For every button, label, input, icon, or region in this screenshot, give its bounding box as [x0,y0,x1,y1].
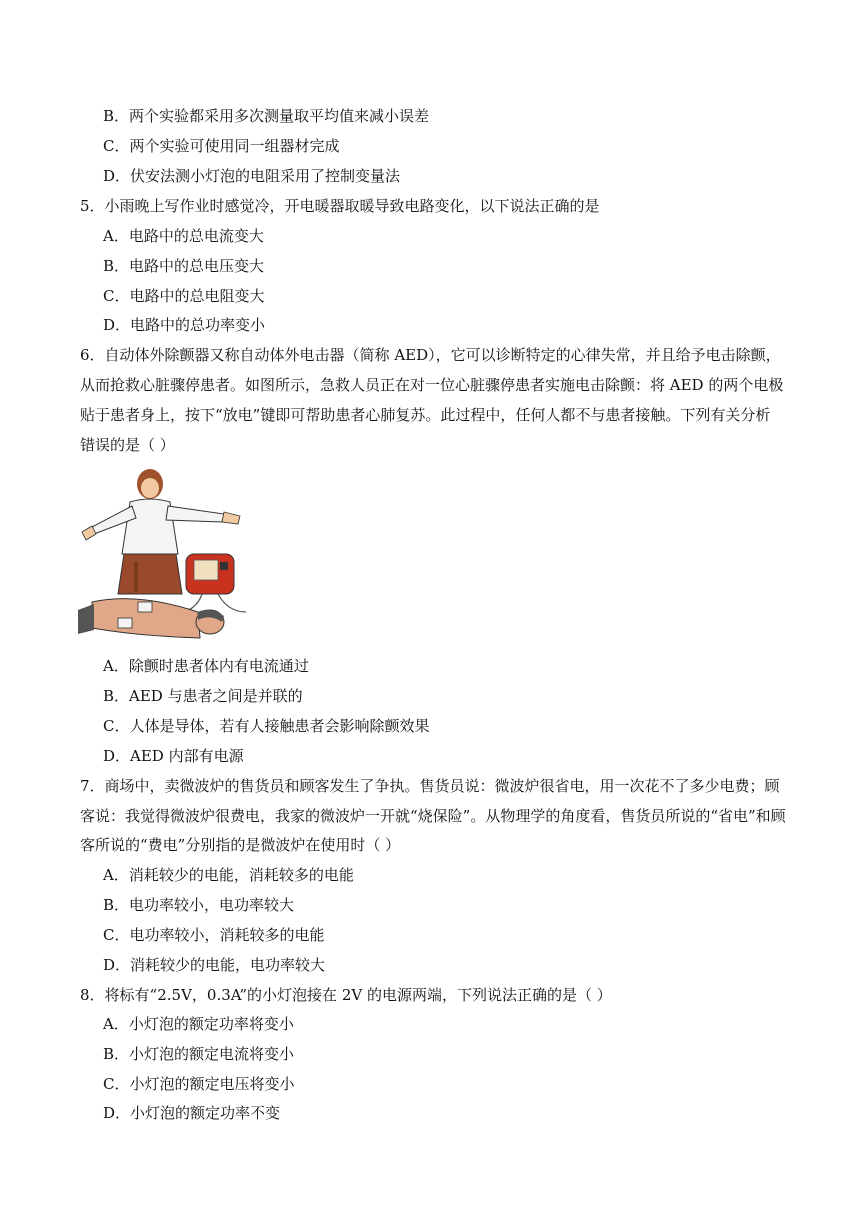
q7-stem-line-2: 客说：我觉得微波炉很费电，我家的微波炉一开就“烧保险”。从物理学的角度看，售货员所说的“省电”和顾 [80,807,786,825]
q4-option-c: C．两个实验可使用同一组器材完成 [103,137,340,155]
q8-stem: 8．将标有“2.5V，0.3A”的小灯泡接在 2V 的电源两端，下列说法正确的是（ ） [80,986,612,1004]
q5-option-c: C．电路中的总电阻变大 [103,287,265,305]
q6-option-a: A．除颤时患者体内有电流通过 [103,657,309,675]
q8-option-a: A．小灯泡的额定功率将变小 [103,1015,294,1033]
q7-stem-line-3: 客所说的“费电”分别指的是微波炉在使用时（ ） [80,836,401,854]
aed-illustration [78,462,258,648]
q7-option-b: B．电功率较小，电功率较大 [103,896,295,914]
q8-option-c: C．小灯泡的额定电压将变小 [103,1075,295,1093]
q6-option-c: C．人体是导体，若有人接触患者会影响除颤效果 [103,717,430,735]
q4-option-d: D．伏安法测小灯泡的电阻采用了控制变量法 [103,167,401,185]
q5-option-d: D．电路中的总功率变小 [103,316,266,334]
q5-stem: 5．小雨晚上写作业时感觉冷，开电暖器取暖导致电路变化，以下说法正确的是 [80,197,600,215]
q6-option-d: D．AED 内部有电源 [103,747,244,765]
q8-option-d: D．小灯泡的额定功率不变 [103,1104,281,1122]
q6-stem-line-1: 6．自动体外除颤器又称自动体外电击器（简称 AED），它可以诊断特定的心律失常，并且给予电击除颤， [80,346,781,364]
q6-stem-line-4: 错误的是（ ） [80,436,175,454]
q7-option-a: A．消耗较少的电能，消耗较多的电能 [103,866,354,884]
q7-option-c: C．电功率较小，消耗较多的电能 [103,926,325,944]
q7-stem-line-1: 7．商场中，卖微波炉的售货员和顾客发生了争执。售货员说：微波炉很省电，用一次花不了多少电费；顾 [80,777,780,795]
q4-option-b: B．两个实验都采用多次测量取平均值来减小误差 [103,107,430,125]
q5-option-b: B．电路中的总电压变大 [103,257,265,275]
q8-option-b: B．小灯泡的额定电流将变小 [103,1045,295,1063]
q7-option-d: D．消耗较少的电能，电功率较大 [103,956,326,974]
q6-stem-line-2: 从而抢救心脏骤停患者。如图所示，急救人员正在对一位心脏骤停患者实施电击除颤：将 AED 的两个电极 [80,376,784,394]
q6-option-b: B．AED 与患者之间是并联的 [103,687,303,705]
q6-stem-line-3: 贴于患者身上，按下“放电”键即可帮助患者心肺复苏。此过程中，任何人都不与患者接触。下列有关分析 [80,406,771,424]
q5-option-a: A．电路中的总电流变大 [103,227,264,245]
